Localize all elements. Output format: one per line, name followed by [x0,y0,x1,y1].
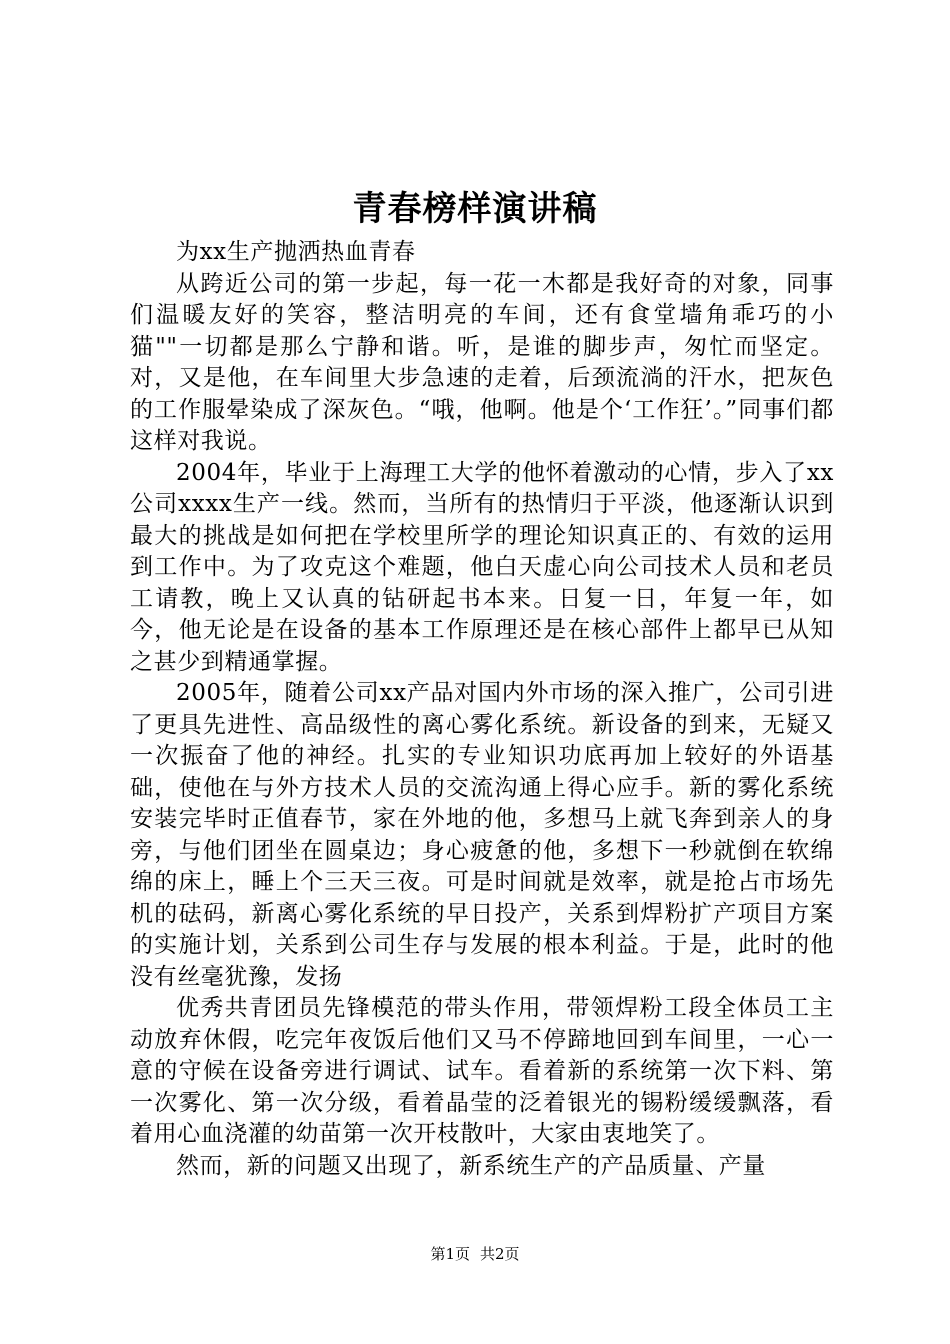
page-footer [0,1243,950,1265]
page-total: 共2页 [480,1245,520,1263]
paragraph-3: 2005年，随着公司xx产品对国内外市场的深入推广，公司引进了更具先进性、高品级性的离心雾化系统。新设备的到来，无疑又一次振奋了他的神经。扎实的专业知识功底再加上较好的外语基础，使他在与外方技术人员的交流沟通上得心应手。新的雾化系统安装完毕时正值春节，家在外地的他，多想马上就飞奔到亲人的身旁，与他们团坐在圆桌边；身心疲惫的他，多想下一秒就倒在软绵绵的床上，睡上个三天三夜。可是时间就是效率，就是抢占市场先机的砝码，新离心雾化系统的早日投产，关系到焊粉扩产项目方案的实施计划，关系到公司生存与发展的根本利益。于是，此时的他没有丝毫犹豫，发扬 [130,680,834,990]
document-body [130,237,834,1182]
paragraph-4: 优秀共青团员先锋模范的带头作用，带领焊粉工段全体员工主动放弃休假，吃完年夜饭后他们又马不停蹄地回到车间里，一心一意的守候在设备旁进行调试、试车。看着新的系统第一次下料、第一次雾化、第一次分级，看着晶莹的泛着银光的锡粉缓缓飘落，看着用心血浇灌的幼苗第一次开枝散叶，大家由衷地笑了。 [130,995,834,1147]
paragraph-1: 从跨近公司的第一步起，每一花一木都是我好奇的对象，同事们温暖友好的笑容，整洁明亮的车间，还有食堂墙角乖巧的小猫""一切都是那么宁静和谐。听，是谁的脚步声，匆忙而坚定。对，又是他，在车间里大步急速的走着，后颈流淌的汗水，把灰色的工作服晕染成了深灰色。“哦，他啊。他是个‘工作狂’。”同事们都这样对我说。 [130,270,834,454]
paragraph-2: 2004年，毕业于上海理工大学的他怀着激动的心情，步入了xx公司xxxx生产一线。然而，当所有的热情归于平淡，他逐渐认识到最大的挑战是如何把在学校里所学的理论知识真正的、有效的运用到工作中。为了攻克这个难题，他白天虚心向公司技术人员和老员工请教，晚上又认真的钻研起书本来。日复一日，年复一年，如今，他无论是在设备的基本工作原理还是在核心部件上都早已从知之甚少到精通掌握。 [130,459,834,675]
document-title: 青春榜样演讲稿 [352,189,598,229]
paragraph-5: 然而，新的问题又出现了，新系统生产的产品质量、产量 [176,1152,766,1179]
paragraph-subtitle: 为xx生产抛洒热血青春 [176,239,416,265]
page-number: 第1页 [430,1245,470,1263]
